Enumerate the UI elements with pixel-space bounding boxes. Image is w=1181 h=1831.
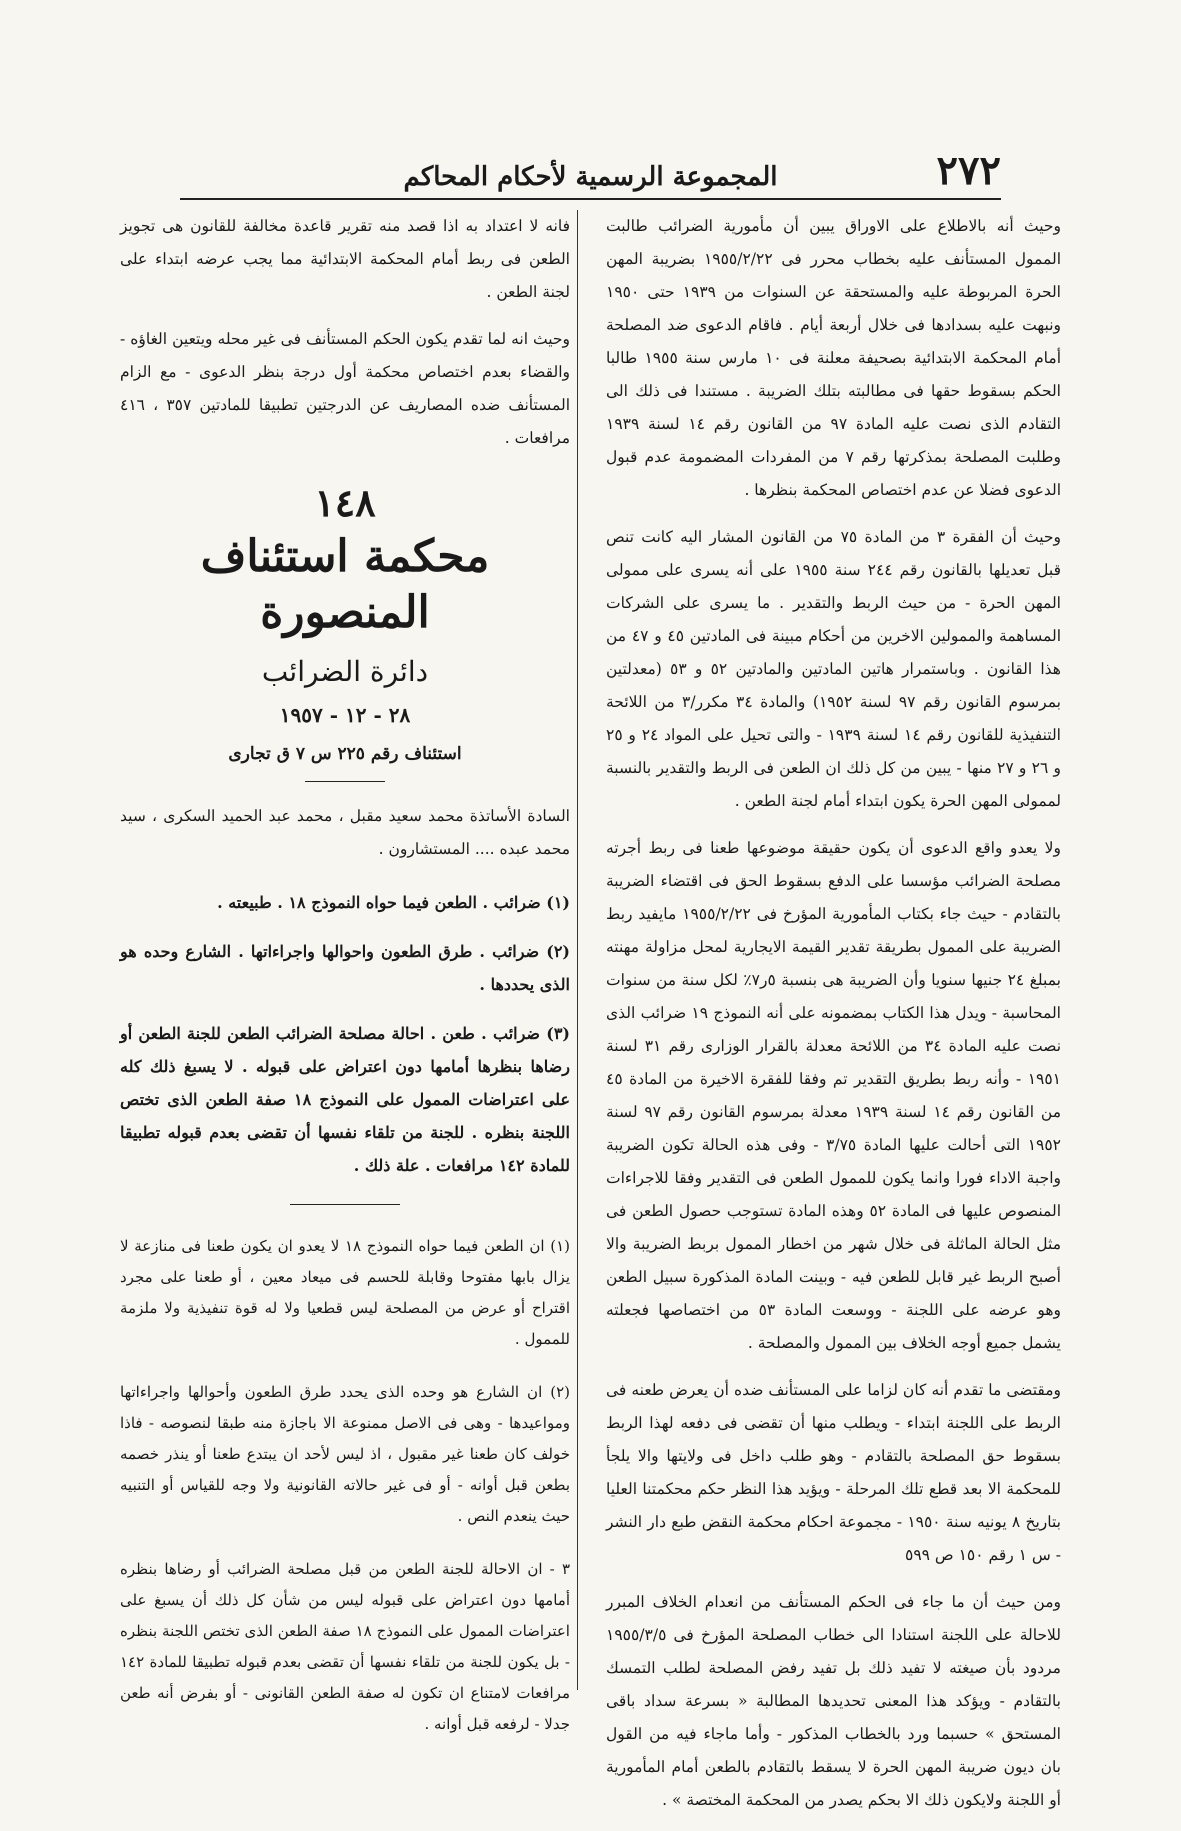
paragraph: ولا يعدو واقع الدعوى أن يكون حقيقة موضوعها طعنا فى ربط أجرته مصلحة الضرائب مؤسسا على الدفع بسقوط الحق فى اقتضاء الضريبة بالتقادم - حيث جاء بكتاب المأمورية المؤرخ فى ١٩٥٥/٢/٢٢ مايفيد ربط الضريبة على الممول بطريقة تقدير القيمة الايجارية لمحل مزاولة مهنته بمبلغ ٢٤ جنيها سنويا وأن الضريبة هى بنسبة ٥ر٧٪ لكل سنة من سنوات المحاسبة - ويدل هذا الكتاب بمضمونه على أنه النموذج ١٩ ضرائب الذى نصت عليه المادة ٣٤ من اللائحة معدلة بالقرار الوزارى رقم ٣١ لسنة ١٩٥١ - وأنه ربط بطريق التقدير تم وفقا للفقرة الاخيرة من المادة ٤٥ من القانون رقم ١٤ لسنة ١٩٣٩ معدلة بمرسوم القانون رقم ٩٧ لسنة ١٩٥٢ التى أحالت عليها المادة ٣/٧٥ - وفى هذه الحالة تكون الضريبة واجبة الاداء فورا وانما يكون للممول الطعن فى التقدير وفقا للاجراءات المنصوص عليها فى المادة ٥٢ وهذه المادة تستوجب حصول الطعن فى مثل الحالة الماثلة فى خلال شهر من اخطار الممول بربط الضريبة والا أصبح الربط غير قابل للطعن فيه - وبينت المادة المذكورة سبيل الطعن وهو عرضه على اللجنة - ووسعت المادة ٥٣ من اختصاصها فجعلته يشمل جميع أوجه الخلاف بين الممول والمصلحة . [606,839,1062,1352]
ruling-summary: (٣) ضرائب . طعن . احالة مصلحة الضرائب الطعن للجنة الطعن أو رضاها بنظرها أمامها دون اعتراض على قبوله . لا يسبغ ذلك كله على اعتراضات الممول على النموذج ١٨ صفة الطعن الذى تختص اللجنة بنظره . للجنة من تلقاء نفسها أن تقضى بعدم قبوله تطبيقا للمادة ١٤٢ مرافعات . علة ذلك . [120,1024,570,1175]
court-name: محكمة استئناف المنصورة [200,531,490,638]
column-divider [577,210,578,1690]
judgment-date: ٢٨ - ١٢ - ١٩٥٧ [279,703,411,727]
ruling-summary: (٢) ضرائب . طرق الطعون واحوالها واجراءاتها . الشارع وحده هو الذى يحددها . [120,942,570,994]
right-column [606,210,1061,1831]
ruling-summary: (١) ضرائب . الطعن فيما حواه النموذج ١٨ . طبيعته . [217,893,570,912]
page-number: ٢٧٢ [936,147,1001,194]
paragraph: ومن حيث أن ما جاء فى الحكم المستأنف من انعدام الخلاف المبرر للاحالة على اللجنة استنادا الى خطاب المصلحة المؤرخ فى ١٩٥٥/٣/٥ مردود بأن صيغته لا تفيد ذلك بل تفيد رفض المصلحة لطلب التمسك بالتقادم - ويؤكد هذا المعنى تحديدها المطالبة « بسرعة سداد باقى المستحق » حسبما ورد بالخطاب المذكور - وأما ماجاء فيه من القول بان ديون ضريبة المهن الحرة لا يسقط بالتقادم بالطعن أمام المأمورية أو اللجنة ولايكون ذلك الا بحكم يصدر من المحكمة المختصة » . [606,1593,1061,1809]
judges-list: السادة الأساتذة محمد سعيد مقبل ، محمد عبد الحميد السكرى ، سيد محمد عبده .... المستشارون . [120,807,570,858]
running-title: المجموعة الرسمية لأحكام المحاكم [403,162,778,192]
appeal-number: استئناف رقم ٢٢٥ س ٧ ق تجارى [228,744,462,764]
divider-line [305,781,385,782]
divider-line [290,1204,400,1205]
page-header [180,147,1001,200]
footnote: ٣ - ان الاحالة للجنة الطعن من قبل مصلحة الضرائب أو رضاها بنظره أمامها دون اعتراض على قبوله ليس من شأن كل ذلك أن يسبغ على اعتراضات الممول على النموذج ١٨ صفة الطعن الذى تختص اللجنة بنظره - بل يكون للجنة من تلقاء نفسها أن تقضى بعدم قبوله تطبيقا للمادة ١٤٢ مرافعات لامتناع ان تكون له صفة الطعن القانونى - أو بفرض أنه طعن جدلا - لرفعه قبل أوانه . [120,1560,570,1733]
paragraph: وحيث أنه بالاطلاع على الاوراق يبين أن مأمورية الضرائب طالبت الممول المستأنف عليه بخطاب محرر فى ١٩٥٥/٢/٢٢ بضريبة المهن الحرة المربوطة عليه والمستحقة عن السنوات من ١٩٣٩ حتى ١٩٥٠ ونبهت عليه بسدادها فى خلال أربعة أيام . فاقام الدعوى ضد المصلحة أمام المحكمة الابتدائية بصحيفة معلنة فى ١٠ مارس سنة ١٩٥٥ طالبا الحكم بسقوط حقها فى مطالبته بتلك الضريبة . مستندا فى ذلك الى التقادم الذى نصت عليه المادة ٩٧ من القانون رقم ١٤ لسنة ١٩٣٩ وطلبت المصلحة بمذكرتها رقم ٧ من المفردات المضمومة عدم قبول الدعوى فضلا عن عدم اختصاص المحكمة بنظرها . [606,217,1062,499]
left-column [120,210,570,1762]
paragraph: وحيث أن الفقرة ٣ من المادة ٧٥ من القانون المشار اليه كانت تنص قبل تعديلها بالقانون رقم ٢٤٤ سنة ١٩٥٥ على أنه يسرى على ممولى المهن الحرة - من حيث الربط والتقدير . ما يسرى على الشركات المساهمة والممولين الاخرين من أحكام مبينة فى المادتين ٤٥ و ٤٧ من هذا القانون . وباستمرار هاتين المادتين والمادتين ٥٢ و ٥٣ (معدلتين بمرسوم القانون رقم ٩٧ لسنة ١٩٥٢) والمادة ٣٤ مكرر/٣ من اللائحة التنفيذية للقانون رقم ١٤ لسنة ١٩٣٩ - والتى تحيل على المواد ٢٤ و ٢٥ و ٢٦ و ٢٧ منها - يبين من كل ذلك ان الطعن فى الربط والتقدير بالنسبة لممولى المهن الحرة يكون ابتداء أمام لجنة الطعن . [606,528,1062,810]
footnote: (١) ان الطعن فيما حواه النموذج ١٨ لا يعدو ان يكون طعنا فى منازعة لا يزال بابها مفتوحا وقابلة للحسم فى ميعاد معين ، أو طعنا على مجرد اقتراح أو عرض من المصلحة ليس قطعيا ولا له قوة تنفيذية ولا ملزمة للممول . [120,1237,571,1348]
paragraph: فانه لا اعتداد به اذا قصد منه تقرير قاعدة مخالفة للقانون هى تجويز الطعن فى ربط أمام المحكمة الابتدائية مما يجب عرضه ابتداء على لجنة الطعن . [120,217,570,301]
paragraph: ومقتضى ما تقدم أنه كان لزاما على المستأنف ضده أن يعرض طعنه فى الربط على اللجنة ابتداء - ويطلب منها أن تقضى فى دفعه لهذا الربط بسقوط حق المصلحة بالتقادم - وهو طلب داخل فى ولايتها والا يلجأ للمحكمة الا بعد قطع تلك المرحلة - ويؤيد هذا النظر حكم محكمتنا العليا بتاريخ ٨ يونيه سنة ١٩٥٠ - مجموعة احكام محكمة النقض طبع دار النشر - س ١ رقم ١٥٠ ص ٥٩٩ [606,1381,1061,1564]
footnote: (٢) ان الشارع هو وحده الذى يحدد طرق الطعون وأحوالها واجراءاتها ومواعيدها - وهى فى الاصل ممنوعة الا باجازة منه طبقا لنصوصه - فاذا خولف كان طعنا غير مقبول ، اذ ليس لأحد ان يبتدع طعنا أو ينذر خصمه بطعن قبل أوانه - أو فى غير حالاته القانونية ولا وجه للقياس أو التنبيه حيث ينعدم النص . [120,1383,570,1525]
paragraph: وحيث انه لما تقدم يكون الحكم المستأنف فى غير محله ويتعين الغاؤه - والقضاء بعدم اختصاص محكمة أول درجة بنظر الدعوى - مع الزام المستأنف ضده المصاريف عن الدرجتين تطبيقا للمادتين ٣٥٧ ، ٤١٦ مرافعات . [120,330,571,447]
division-name: دائرة الضرائب [261,655,429,688]
case-number: ١٤٨ [314,480,376,525]
